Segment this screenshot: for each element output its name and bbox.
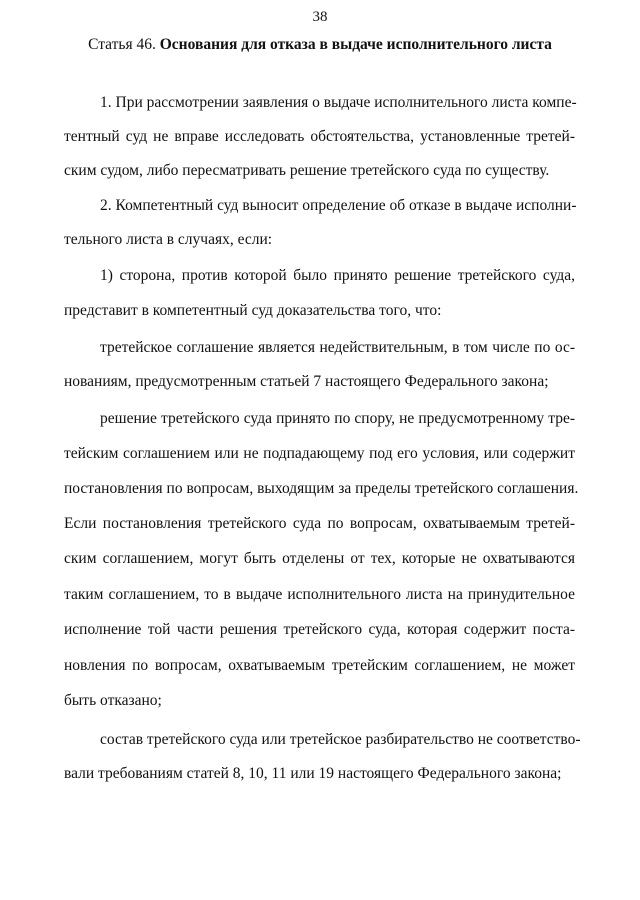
paragraph-line: тельного листа в случаях, если: [64, 231, 273, 248]
article-label: Статья 46. [88, 36, 156, 53]
page-number: 38 [312, 9, 328, 25]
paragraph-line: представит в компетентный суд доказательства того, что: [64, 302, 442, 319]
paragraph-line: состав третейского суда или третейское разбирательство не соответство- [100, 731, 581, 748]
paragraph-line: быть отказано; [64, 692, 162, 709]
article-title: Основания для отказа в выдаче исполнительного листа [159, 36, 552, 53]
paragraph-line: третейское соглашение является недействительным, в том числе по ос- [100, 339, 575, 356]
paragraph-line: ским судом, либо пересматривать решение третейского суда по существу. [64, 162, 550, 179]
paragraph-line: вали требованиям статей 8, 10, 11 или 19 настоящего Федерального закона; [64, 765, 562, 782]
paragraph-line: Если постановления третейского суда по вопросам, охватываемым третей- [64, 515, 575, 532]
paragraph-line: тейским соглашением или не подпадающему под его условия, или содержит [64, 445, 575, 462]
article-heading [0, 36, 640, 54]
paragraph-line: тентный суд не вправе исследовать обстоятельства, установленные третей- [64, 128, 575, 145]
paragraph-line: таким соглашением, то в выдаче исполнительного листа на принудительное [64, 586, 575, 603]
paragraph-line: постановления по вопросам, выходящим за пределы третейского соглашения. [64, 480, 579, 497]
paragraph-line: 1. При рассмотрении заявления о выдаче исполнительного листа компе- [100, 94, 577, 111]
paragraph-line: 1) сторона, против которой было принято решение третейского суда, [100, 267, 575, 284]
paragraph-line: нованиям, предусмотренным статьей 7 настоящего Федерального закона; [64, 373, 549, 390]
paragraph-line: решение третейского суда принято по спору, не предусмотренному тре- [100, 410, 575, 427]
paragraph-line: 2. Компетентный суд выносит определение об отказе в выдаче исполни- [100, 197, 577, 214]
paragraph-line: исполнение той части решения третейского суда, которая содержит поста- [64, 621, 575, 638]
paragraph-line: ским соглашением, могут быть отделены от тех, которые не охватываются [64, 550, 575, 567]
paragraph-line: новления по вопросам, охватываемым третейским соглашением, не может [64, 657, 575, 674]
